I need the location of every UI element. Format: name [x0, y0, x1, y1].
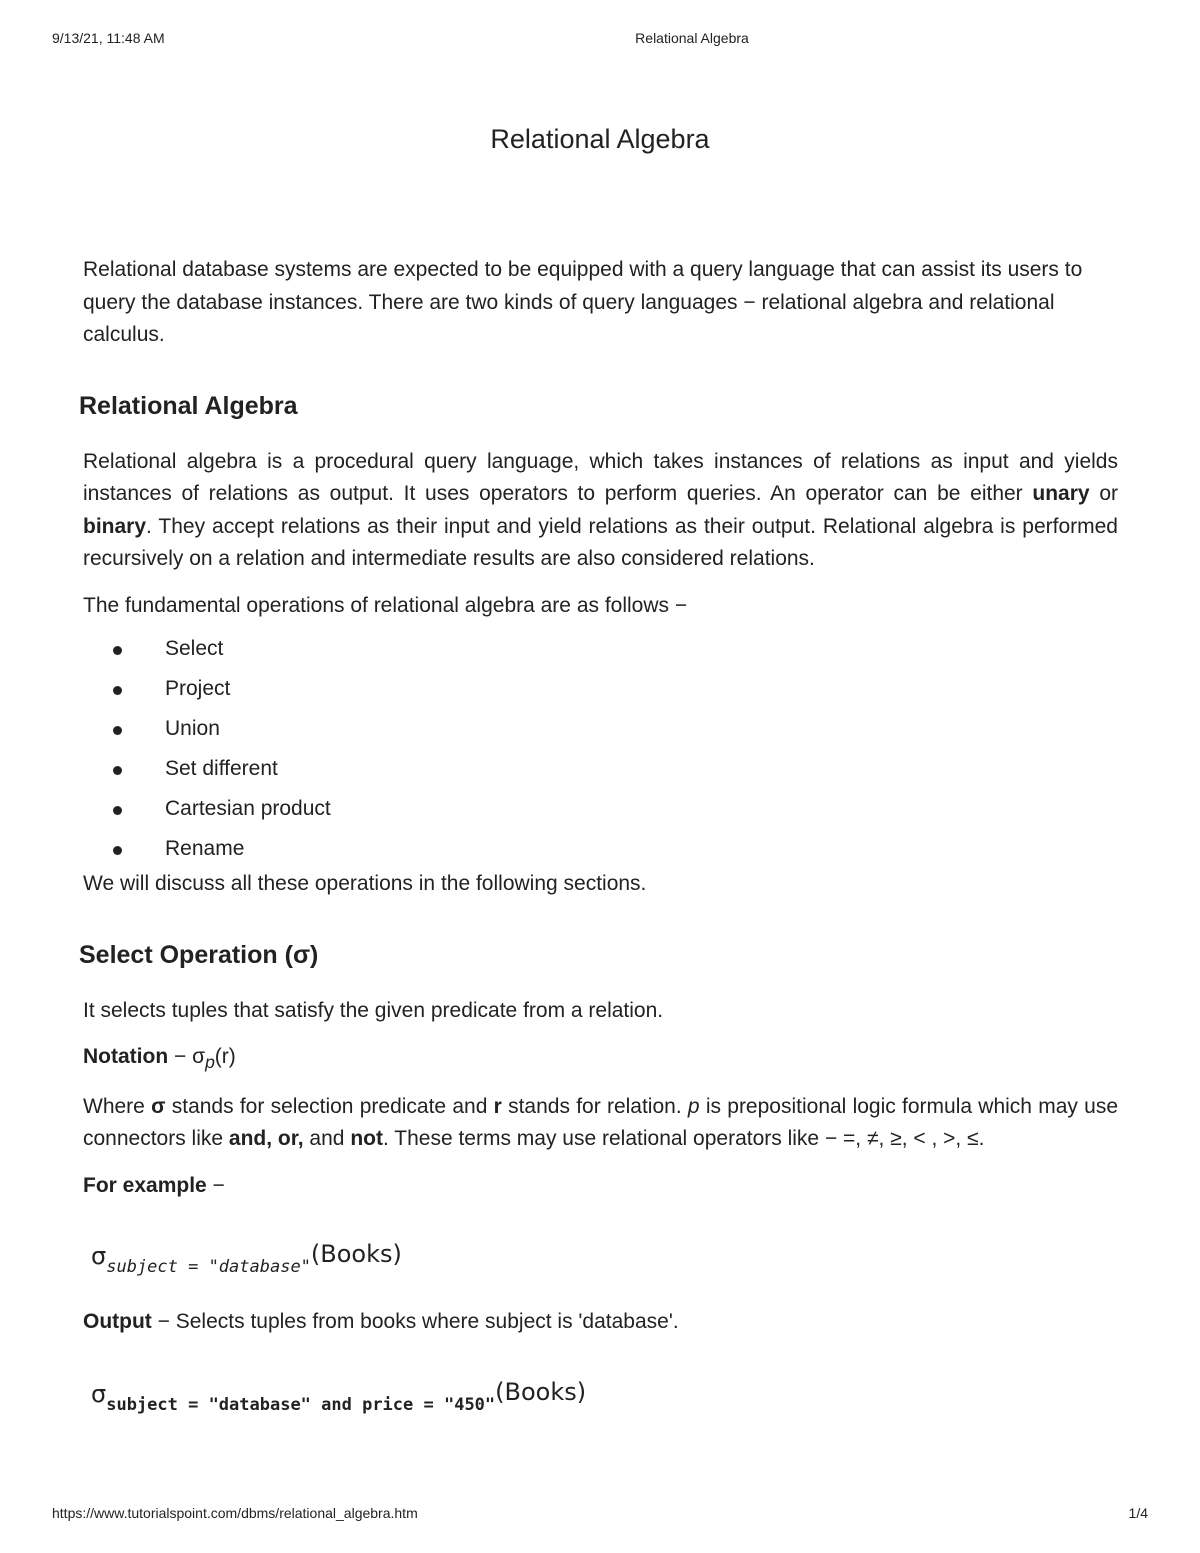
notation-line: [83, 1041, 1118, 1079]
list-item: [83, 634, 1118, 674]
sigma-symbol: σ: [91, 1242, 107, 1271]
for-example-line: [83, 1170, 1118, 1203]
bold-term-unary: unary: [1032, 482, 1090, 505]
formula-argument: (Books): [495, 1378, 587, 1407]
list-item-label: Union: [165, 717, 220, 740]
sigma-symbol: σ: [192, 1045, 206, 1068]
section-heading-relational-algebra: Relational Algebra: [79, 391, 298, 420]
paragraph-definition: [83, 446, 1118, 576]
text-span: Where: [83, 1094, 152, 1118]
text-span: stands for selection predicate and: [165, 1094, 494, 1118]
notation-subscript: p: [205, 1052, 215, 1073]
bullet-icon: [113, 766, 122, 775]
text-span: − Selects tuples from books where subject is 'database'.: [151, 1309, 679, 1333]
formula-argument: (Books): [310, 1240, 402, 1269]
print-footer-page-number: 1/4: [1128, 1505, 1148, 1521]
paragraph-operations-intro: The fundamental operations of relational algebra are as follows −: [83, 593, 688, 617]
page-title: Relational Algebra: [490, 124, 710, 154]
bold-not: not: [350, 1127, 383, 1151]
example-formula-2: [91, 1378, 1118, 1414]
text-span: Relational algebra is a procedural query language, which takes instances of relations as input and yields instances of relations as output. It uses operators to perform queries. An operator can be either: [83, 449, 1118, 505]
section-heading-select-operation: Select Operation (σ): [79, 940, 319, 969]
text-span: or: [1089, 482, 1118, 505]
notation-label: Notation: [83, 1045, 169, 1068]
paragraph-discussion: We will discuss all these operations in the following sections.: [83, 872, 647, 895]
paragraph-select-definition: It selects tuples that satisfy the given predicate from a relation.: [83, 998, 664, 1022]
list-item-label: Set different: [165, 757, 278, 780]
text-span: −: [206, 1173, 225, 1197]
bold-and-or: and, or,: [228, 1127, 304, 1151]
list-item: [83, 754, 1118, 794]
list-item-label: Project: [165, 677, 231, 700]
operations-list: [83, 634, 1118, 874]
bullet-icon: [113, 646, 122, 655]
paragraph-where: [83, 1091, 1118, 1156]
text-span: and: [303, 1127, 351, 1151]
text-span: is prepositional logic formula which may use connectors like: [83, 1094, 1119, 1151]
formula-subscript: subject = "database": [106, 1257, 311, 1278]
list-item: [83, 834, 1118, 874]
example-formula-1: [91, 1240, 1118, 1276]
bullet-icon: [113, 806, 122, 815]
list-item: [83, 714, 1118, 754]
bullet-icon: [113, 846, 122, 855]
text-span: . They accept relations as their input and yield relations as their output. Relational algebra is performed recursively on a relation and intermediate results are also considered relations.: [83, 514, 1118, 570]
article-body: [79, 254, 1119, 1416]
formula-subscript: subject = "database" and price = "450": [106, 1395, 496, 1416]
italic-p: p: [687, 1094, 700, 1118]
output-label: Output: [83, 1309, 152, 1333]
print-footer-url: https://www.tutorialspoint.com/dbms/relational_algebra.htm: [52, 1505, 418, 1521]
text-span: −: [168, 1045, 193, 1068]
print-header-datetime: 9/13/21, 11:48 AM: [52, 30, 165, 46]
bold-r: r: [493, 1094, 502, 1118]
notation-argument: (r): [214, 1045, 236, 1068]
sigma-symbol: σ: [91, 1380, 107, 1409]
list-item: [83, 794, 1118, 834]
text-span: . These terms may use relational operators like − =, ≠, ≥, < , >, ≤.: [382, 1127, 985, 1151]
print-header-title: Relational Algebra: [635, 30, 749, 46]
bold-sigma: σ: [151, 1094, 166, 1118]
list-item-label: Select: [165, 637, 224, 660]
text-span: stands for relation.: [501, 1094, 688, 1118]
for-example-label: For example: [83, 1173, 207, 1197]
output-line: [83, 1306, 1118, 1339]
list-item-label: Rename: [165, 837, 245, 860]
list-item-label: Cartesian product: [165, 797, 331, 820]
bullet-icon: [113, 726, 122, 735]
intro-paragraph: Relational database systems are expected to be equipped with a query language that can assist its users to query the database instances. There are two kinds of query languages − relational algebra and relational calculus.: [83, 258, 1083, 346]
list-item: [83, 674, 1118, 714]
bullet-icon: [113, 686, 122, 695]
bold-term-binary: binary: [83, 514, 147, 538]
